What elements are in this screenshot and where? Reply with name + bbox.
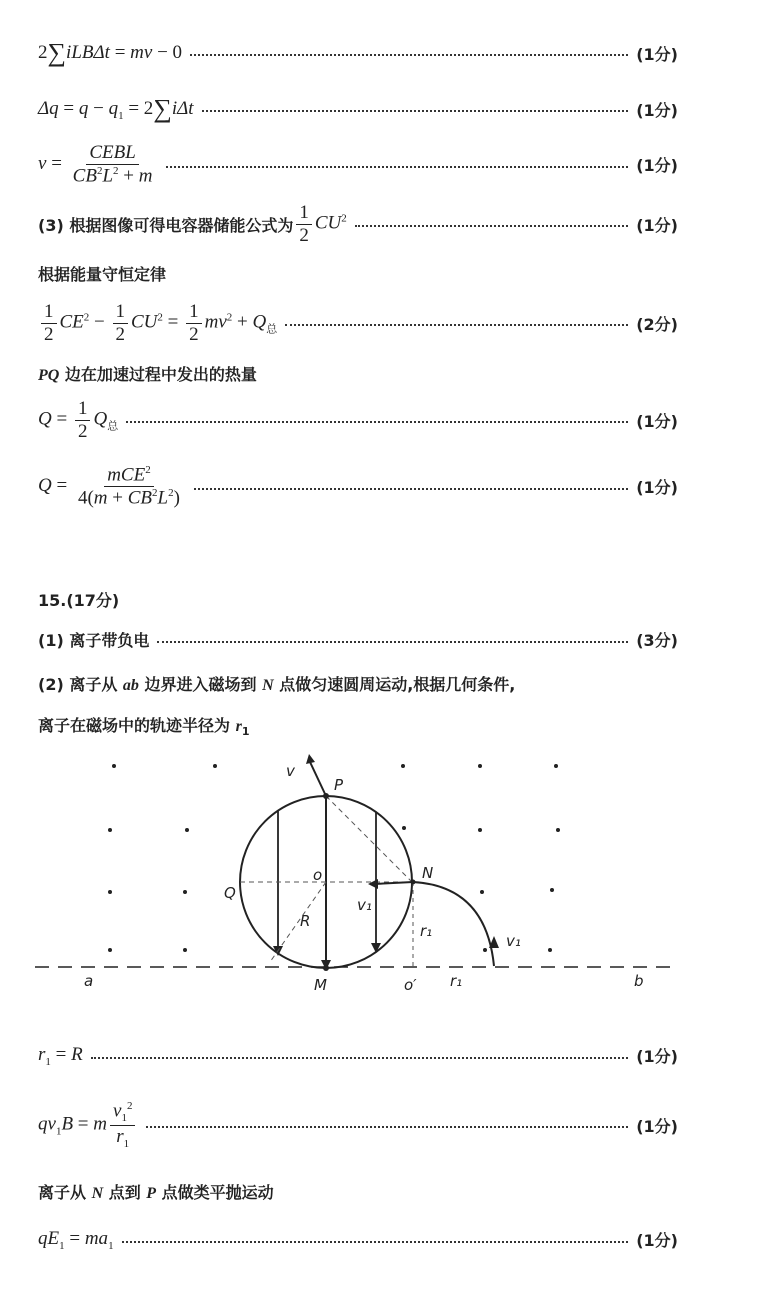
label-a: a [84,972,94,990]
equation-lorentz: $qv_1B = m$ $\frac{v_1^2}{r_1}$ [38,1100,138,1150]
leader-dots [190,54,628,56]
leader-dots [126,421,628,423]
energy-law-line [38,262,678,285]
pq-heat-line [38,362,678,385]
equation-velocity-line [38,142,678,187]
leader-dots [202,110,629,112]
equation-heat-result: Q = $\frac{mCE^2}{4(m + CB^2L^2)}$ [38,464,180,509]
equation-radius-line [38,1044,678,1068]
energy-law-text: 根据能量守恒定律 [38,265,167,284]
score-label: (1分) [636,1116,678,1136]
question-15-heading [38,588,678,611]
leader-dots [166,166,628,168]
leader-dots [91,1057,629,1059]
equation-velocity: v = $\frac{\text{CEBL}}{CB^2L^2 + m}$ [38,142,153,187]
label-r1-vertical: r₁ [420,922,433,940]
score-label: (1分) [636,1231,678,1251]
score-label: (1分) [636,478,678,498]
trajectory-diagram [30,750,680,1000]
part3-text: (3) 根据图像可得电容器储能公式为 [38,215,294,235]
leader-dots [157,641,628,643]
equation-impulse-line [38,38,678,68]
equation-energy: $\frac{1}{2}$ $CE^2$ − $\frac{1}{2}$ $CU^2$ = $\frac{1}{2}$ $mv^2 + Q_总$ [38,301,277,346]
score-label: (1分) [636,215,678,235]
label-r: R [300,912,311,930]
label-v1-right: v₁ [506,932,521,950]
equation-heat-result-line [38,464,678,509]
label-m: M [314,976,327,994]
projectile-line [38,1180,678,1203]
score-label: (1分) [636,156,678,175]
leader-dots [122,1241,629,1243]
leader-dots [146,1126,628,1128]
score-label: (1分) [636,411,678,431]
part3-line [38,202,678,247]
label-v1-left: v₁ [357,896,372,914]
label-o: o [313,866,323,884]
equation-energy-line [38,301,678,346]
equation-impulse: 2∑iLBΔt = mv − 0 [38,38,183,67]
equation-electric-line [38,1228,678,1252]
score-label: (1分) [636,1047,678,1067]
equation-charge: $\Delta q = q - q_1 = 2\sum i\Delta t$ [38,94,194,123]
label-q: Q [224,884,236,902]
leader-dots [194,488,628,490]
radius-line [38,713,678,738]
equation-radius: $r_1 = R$ [38,1044,83,1068]
equation-heat-half-line [38,398,678,443]
part1-text: (1) 离子带负电 [38,631,150,650]
score-label: (1分) [636,100,678,120]
label-n: N [422,864,434,882]
label-o-prime: o′ [404,976,417,994]
part1-line [38,628,678,651]
score-label: (1分) [636,44,678,64]
part2-text: (2) 离子从 ab 边界进入磁场到 N 点做匀速圆周运动,根据几何条件, [38,675,516,694]
velocity-arrow-top [310,762,326,796]
pq-heat-text: PQ 边在加速过程中发出的热量 [38,365,257,384]
label-v-top: v [286,762,295,780]
score-label: (3分) [636,631,678,650]
equation-capacitor-energy: $\frac{1}{2}$ $CU^2$ [293,202,346,247]
radius-text: 离子在磁场中的轨迹半径为 $r_1$ [38,716,250,739]
question-number: 15.(17分) [38,591,120,610]
part2-line [38,672,678,695]
score-label: (2分) [636,314,678,334]
leader-dots [285,324,628,326]
label-p: P [334,776,344,794]
label-r1-horizontal: r₁ [450,972,463,990]
leader-dots [355,225,628,227]
equation-lorentz-line [38,1100,678,1150]
label-b: b [634,972,644,990]
equation-heat-half: Q = $\frac{1}{2}$ $Q_总$ [38,398,119,442]
equation-charge-line [38,94,678,124]
equation-electric: $qE_1 = ma_1$ [38,1228,114,1252]
projectile-text: 离子从 N 点到 P 点做类平抛运动 [38,1183,274,1202]
